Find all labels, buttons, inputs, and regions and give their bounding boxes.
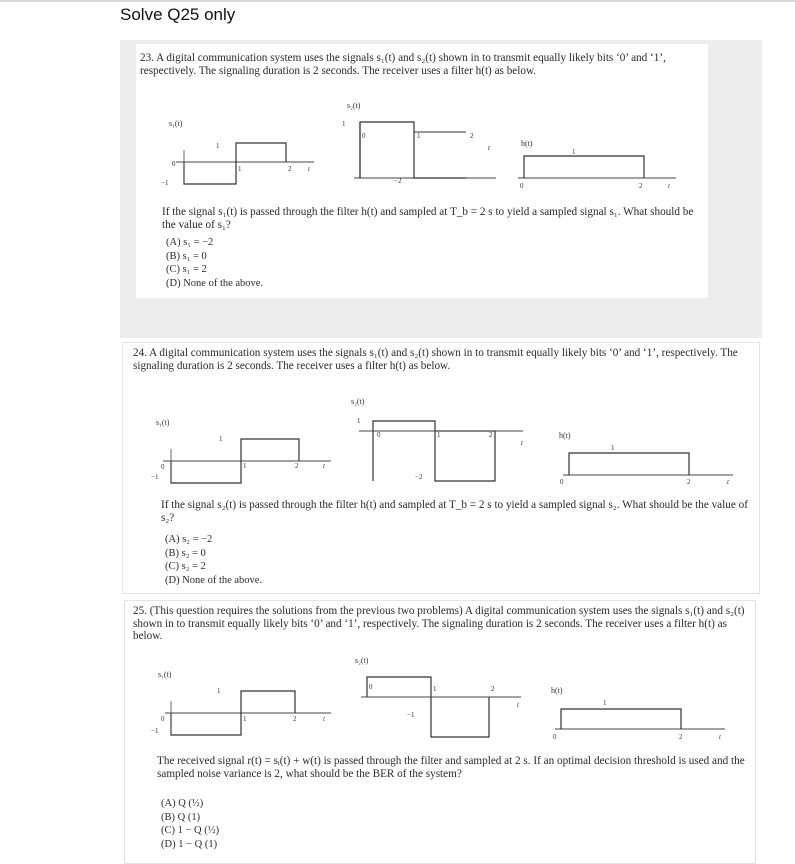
svg-text:0: 0 <box>560 478 564 486</box>
s2-label: s₂(t) <box>347 101 361 110</box>
svg-text:−2: −2 <box>415 473 423 481</box>
svg-text:1: 1 <box>603 699 607 707</box>
question-24-text: 24. A digital communication system uses the signals s₁(t) and s₂(t) shown in to transmit equally likely bits ‘0’ and ‘1’, respectively. The signaling duration is 2 seconds. The receiver uses a filter h(t) as below. <box>133 347 738 372</box>
svg-text:−1: −1 <box>161 179 169 187</box>
question-24-signal-plots <box>123 395 759 505</box>
svg-text:2: 2 <box>639 182 643 190</box>
svg-text:t: t <box>517 701 519 709</box>
svg-text:2: 2 <box>687 478 691 486</box>
option-a[interactable]: (A) Q (½) <box>161 798 204 809</box>
svg-text:1: 1 <box>611 444 615 452</box>
svg-text:t: t <box>668 182 670 190</box>
option-c[interactable]: (C) 1 − Q (½) <box>161 825 220 836</box>
question-25-text: 25. (This question requires the solutions from the previous two problems) A digital communication system uses the signals s₁(t) and s₂(t) shown in to transmit equally likely bits ‘0’ and ‘1’, respectively. The signaling duration is 2 seconds. The receiver uses a filter h(t) as below. <box>133 605 745 643</box>
option-d[interactable]: (D) 1 − Q (1) <box>161 838 218 850</box>
svg-text:1: 1 <box>357 417 361 425</box>
option-c[interactable]: (C) s₁ = 2 <box>166 264 207 275</box>
svg-text:h(t): h(t) <box>551 686 563 695</box>
option-a[interactable]: (A) s₂ = −2 <box>165 534 213 545</box>
svg-text:s₂(t): s₂(t) <box>351 397 365 406</box>
svg-text:s₁(t): s₁(t) <box>158 670 172 679</box>
h-label: h(t) <box>521 139 533 148</box>
svg-text:2: 2 <box>679 733 683 741</box>
svg-text:1: 1 <box>238 165 242 173</box>
svg-text:0: 0 <box>369 683 373 691</box>
option-d[interactable]: (D) None of the above. <box>165 574 263 586</box>
top-divider <box>0 0 795 2</box>
svg-text:0: 0 <box>520 182 524 190</box>
svg-text:1: 1 <box>437 431 441 439</box>
option-a[interactable]: (A) s₁ = −2 <box>166 237 214 248</box>
option-c[interactable]: (C) s₂ = 2 <box>165 561 206 572</box>
svg-text:0: 0 <box>161 463 165 471</box>
svg-text:t: t <box>488 144 490 152</box>
question-23-card <box>136 44 708 298</box>
svg-text:2: 2 <box>470 132 474 140</box>
question-25-signal-plots <box>125 655 755 755</box>
svg-text:−1: −1 <box>407 711 415 719</box>
svg-text:t: t <box>521 439 523 447</box>
svg-text:2: 2 <box>491 685 495 693</box>
svg-text:0: 0 <box>362 132 366 140</box>
question-23-text: 23. A digital communication system uses the signals s₁(t) and s₂(t) shown in to transmit equally likely bits ‘0’ and ‘1’, respectively. The signaling duration is 2 seconds. The receiver uses a filter h(t) as below. <box>140 52 666 77</box>
svg-text:0: 0 <box>161 715 165 723</box>
question-25-card <box>124 600 756 864</box>
option-b[interactable]: (B) Q (1) <box>161 811 201 823</box>
svg-text:−1: −1 <box>151 727 159 735</box>
svg-text:t: t <box>719 733 721 741</box>
s1-label: s₁(t) <box>169 119 183 128</box>
svg-text:s₁(t): s₁(t) <box>156 418 170 427</box>
svg-text:1: 1 <box>217 687 221 695</box>
question-25-question: The received signal r(t) = sᵢ(t) + w(t) is passed through the filter and sampled at 2 s. If an optimal decision threshold is used and the sampled noise variance is 2, what should be the BER of the system? <box>157 755 745 780</box>
svg-text:t: t <box>727 478 729 486</box>
svg-text:0: 0 <box>553 733 557 741</box>
svg-text:1: 1 <box>243 462 247 470</box>
option-b[interactable]: (B) s₂ = 0 <box>165 547 206 559</box>
svg-text:1: 1 <box>433 685 437 693</box>
question-23-question: If the signal s₁(t) is passed through the filter h(t) and sampled at T_b = 2 s to yield a sampled signal s₁. What should be the value of s₁? <box>162 206 694 231</box>
svg-text:0: 0 <box>172 160 176 168</box>
svg-text:−1: −1 <box>151 473 159 481</box>
svg-text:−2: −2 <box>394 177 402 185</box>
svg-text:t: t <box>323 462 325 470</box>
svg-text:s₂(t): s₂(t) <box>355 656 369 665</box>
svg-text:2: 2 <box>295 462 299 470</box>
option-d[interactable]: (D) None of the above. <box>166 277 264 289</box>
svg-text:0: 0 <box>377 431 381 439</box>
instruction-text: Solve Q25 only <box>120 5 236 24</box>
svg-text:1: 1 <box>417 132 421 140</box>
option-b[interactable]: (B) s₁ = 0 <box>166 250 207 262</box>
svg-text:1: 1 <box>216 142 220 150</box>
question-23-signal-plots <box>136 100 708 208</box>
svg-text:2: 2 <box>489 431 493 439</box>
svg-text:1: 1 <box>342 120 346 128</box>
svg-text:t: t <box>323 715 325 723</box>
question-24-question: If the signal s₂(t) is passed through the filter h(t) and sampled at T_b = 2 s to yield a sampled signal s₂. What should be the value of s₂? <box>161 499 748 524</box>
svg-text:1: 1 <box>219 435 223 443</box>
svg-text:1: 1 <box>243 715 247 723</box>
svg-text:t: t <box>308 165 310 173</box>
svg-text:1: 1 <box>572 148 576 156</box>
question-24-card <box>122 342 760 594</box>
question-24-options <box>165 533 262 587</box>
question-23-options <box>166 236 263 290</box>
question-25-options <box>161 797 219 851</box>
svg-text:2: 2 <box>293 715 297 723</box>
svg-text:h(t): h(t) <box>559 431 571 440</box>
svg-text:2: 2 <box>288 165 292 173</box>
